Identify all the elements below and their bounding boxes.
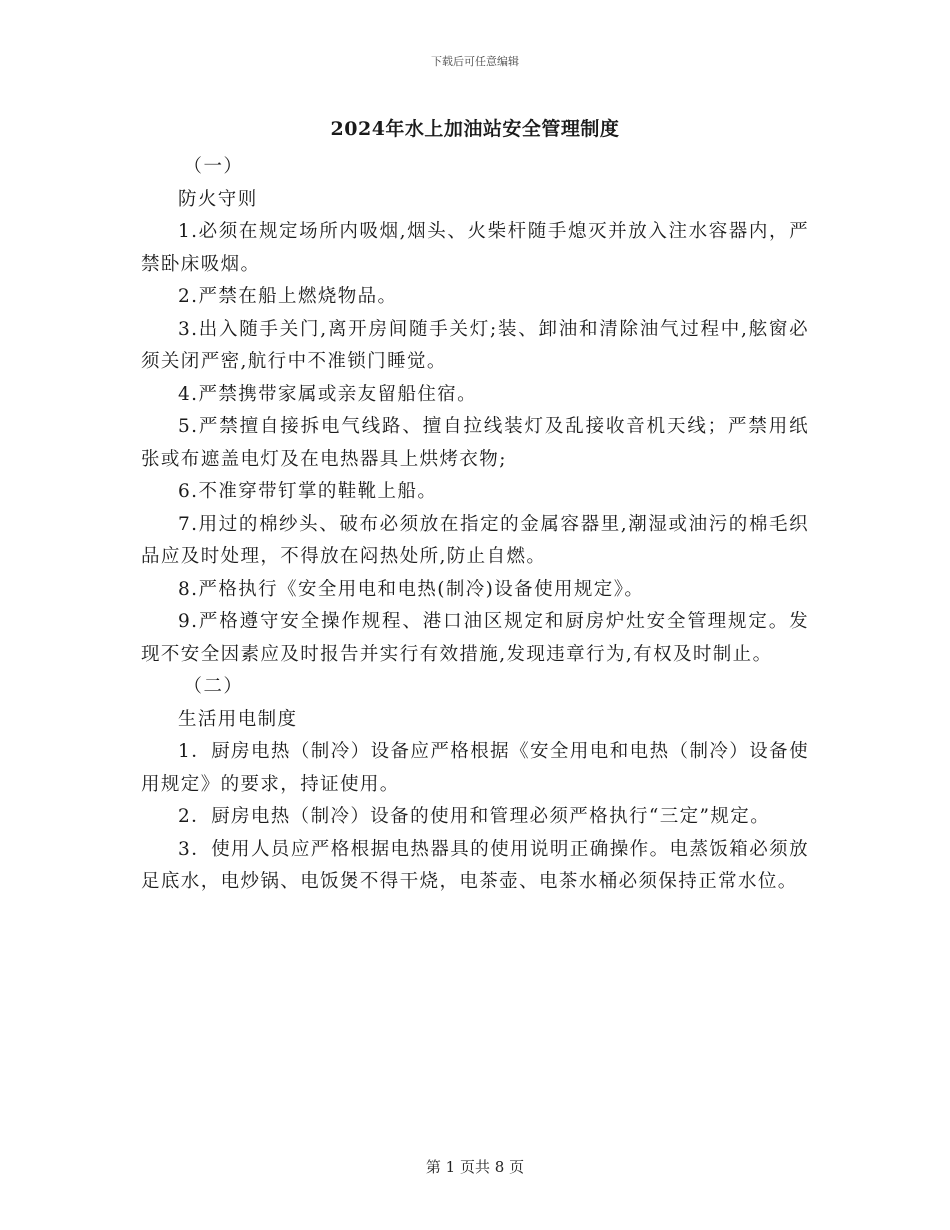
paragraph: 1.必须在规定场所内吸烟,烟头、火柴杆随手熄灭并放入注水容器内，严禁卧床吸烟。 [141,221,809,275]
section-marker: （一） [183,156,244,177]
paragraph: 4.严禁携带家属或亲友留船住宿。 [178,383,478,405]
paragraph: 1．厨房电热（制冷）设备应严格根据《安全用电和电热（制冷）设备使用规定》的要求，持证使用。 [141,741,809,795]
paragraph: 3．使用人员应严格根据电热器具的使用说明正确操作。电蒸饭箱必须放足底水，电炒锅、电饭煲不得干烧，电茶壶、电茶水桶必须保持正常水位。 [141,838,809,892]
header-note: 下载后可任意编辑 [431,55,519,68]
paragraph: 5.严禁擅自接拆电气线路、擅自拉线装灯及乱接收音机天线；严禁用纸张或布遮盖电灯及在电热器具上烘烤衣物; [141,416,809,470]
paragraph: 2.严禁在船上燃烧物品。 [178,286,398,307]
paragraph: 6.不准穿带钉掌的鞋靴上船。 [178,481,438,502]
section-marker: （二） [183,676,244,697]
paragraph: 8.严格执行《安全用电和电热(制冷)设备使用规定》。 [178,578,645,600]
section-heading: 防火守则 [178,188,258,210]
section-heading: 生活用电制度 [178,708,298,730]
document-title: 2024年水上加油站安全管理制度 [330,118,620,140]
page-number-footer: 第 1 页共 8 页 [425,1158,525,1176]
paragraph: 3.出入随手关门,离开房间随手关灯;装、卸油和清除油气过程中,舷窗必须关闭严密,航行中不准锁门睡觉。 [141,318,809,372]
paragraph: 7.用过的棉纱头、破布必须放在指定的金属容器里,潮湿或油污的棉毛织品应及时处理，不得放在闷热处所,防止自燃。 [141,513,809,567]
paragraph: 2．厨房电热（制冷）设备的使用和管理必须严格执行“三定”规定。 [178,806,771,827]
document-body [141,151,809,899]
paragraph: 9.严格遵守安全操作规程、港口油区规定和厨房炉灶安全管理规定。发现不安全因素应及时报告并实行有效措施,发现违章行为,有权及时制止。 [141,611,809,665]
